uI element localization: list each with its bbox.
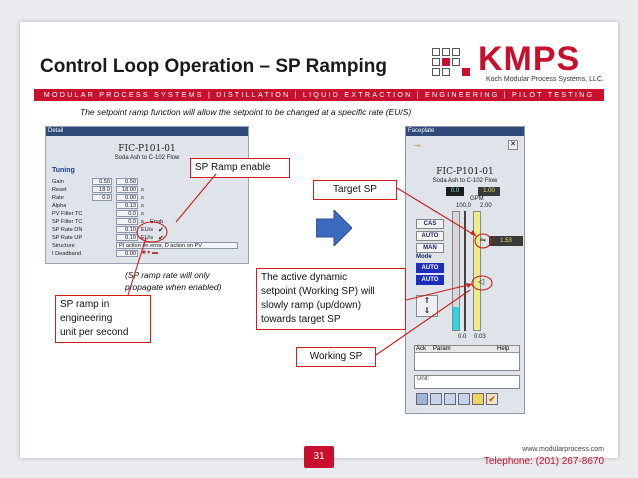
slide-title: Control Loop Operation – SP Ramping: [40, 56, 387, 77]
target-sp-marker-icon[interactable]: ⇋: [480, 237, 486, 244]
alarm-table[interactable]: [414, 345, 520, 371]
mode-auto-button[interactable]: AUTO: [416, 231, 444, 241]
pin-icon[interactable]: ⊸: [414, 141, 421, 150]
alarm-icon[interactable]: [444, 393, 456, 405]
callout-dynamic-setpoint: [256, 268, 406, 330]
sprate-up-enable-checkbox[interactable]: ✔: [158, 235, 164, 242]
logo-subtext: Koch Modular Process Systems, LLC.: [486, 76, 604, 83]
faceplate-window-title: Faceplate: [406, 127, 524, 136]
slide-subtitle: The setpoint ramp function will allow the setpoint to be changed at a specific rate (EU/S): [80, 107, 412, 117]
ramp-note: [125, 269, 221, 293]
param-reset-v1[interactable]: 18.0: [92, 186, 112, 193]
callout-working-sp: Working SP: [296, 347, 376, 367]
logo-text: KMPS: [478, 40, 581, 78]
param-reset-label: Reset: [52, 187, 67, 193]
banner: MODULAR PROCESS SYSTEMS | DISTILLATION | LIQUID EXTRACTION | ENGINEERING | PILOT TESTING: [34, 89, 604, 101]
param-pvfilter-v2[interactable]: 0.0: [116, 210, 138, 217]
faceplate-tag: FIC-P101-01: [436, 167, 494, 177]
tuning-heading: Tuning: [52, 167, 75, 174]
param-rate-v1[interactable]: 0.0: [92, 194, 112, 201]
param-rate-unit: s: [141, 195, 144, 201]
trend-icon[interactable]: [416, 393, 428, 405]
deadband-icons: ■ ▾ ▬: [142, 250, 158, 256]
faceplate-window: [405, 126, 525, 414]
param-ideadband-v2[interactable]: 0.00: [116, 250, 138, 257]
mode-target: AUTO: [416, 275, 444, 285]
detail-window: [45, 126, 249, 264]
mode-label: Mode: [416, 254, 432, 260]
param-rate-v2[interactable]: 0.00: [116, 194, 138, 201]
kmps-logo-grid-icon: [432, 48, 476, 84]
param-sprate-up-label: SP Rate UP: [52, 235, 83, 241]
diag-icon[interactable]: [458, 393, 470, 405]
sprate-dn-enable-checkbox[interactable]: ✔: [158, 227, 164, 234]
col-param[interactable]: Param: [433, 346, 451, 352]
mode-actual: AUTO: [416, 263, 444, 273]
ramp-note-line1: (SP ramp rate will only: [125, 270, 210, 280]
param-gain-label: Gain: [52, 179, 64, 185]
stepper-icon[interactable]: ⇑ ⇓: [416, 295, 438, 317]
check-icon[interactable]: ✔: [486, 393, 498, 405]
callout-target-sp: Target SP: [313, 180, 397, 200]
detail-description: Soda Ash to C-102 Flow: [114, 155, 180, 161]
param-sprate-dn-label: SP Rate DN: [52, 227, 83, 233]
enable-label: Enab: [150, 219, 164, 225]
note-icon[interactable]: [472, 393, 484, 405]
detail-icon[interactable]: [430, 393, 442, 405]
param-alpha-label: Alpha: [52, 203, 67, 209]
param-pvfilter-unit: s: [141, 211, 144, 217]
param-reset-unit: s: [141, 187, 144, 193]
callout-dynamic-setpoint-line4: towards target SP: [261, 314, 341, 325]
close-icon[interactable]: ✕: [508, 140, 518, 150]
target-sp-value[interactable]: 1.53: [489, 236, 523, 246]
range-lo-label: 2.00: [480, 203, 492, 209]
callout-sp-ramp-enable: SP Ramp enable: [190, 158, 290, 178]
param-spfilter-v2[interactable]: 0.0: [116, 218, 138, 225]
sp-display[interactable]: 1.00: [478, 187, 500, 196]
param-spfilter-unit: s: [141, 219, 144, 225]
param-ideadband-label: I Deadband: [52, 251, 81, 257]
param-alpha-v2[interactable]: 0.13: [116, 202, 138, 209]
callout-dynamic-setpoint-line3: slowly ramp (up/down): [261, 300, 362, 311]
callout-dynamic-setpoint-line1: The active dynamic: [261, 272, 348, 283]
sp-bar: [473, 211, 481, 331]
param-reset-v2[interactable]: 18.00: [116, 186, 138, 193]
unit-field[interactable]: Unit:: [414, 375, 520, 389]
param-sprate-up-unit: EU/s: [141, 235, 154, 241]
detail-tag: FIC-P101-01: [118, 144, 176, 154]
working-sp-marker-icon: ◁: [478, 277, 485, 286]
page-number: 31: [304, 446, 334, 468]
param-alpha-unit: s: [141, 203, 144, 209]
callout-sp-ramp-units-line3: unit per second: [60, 327, 129, 338]
bottom-left-value: 0.0: [458, 334, 467, 340]
param-pvfilter-label: PV Filter TC: [52, 211, 83, 217]
param-structure-select[interactable]: PI action on error, D action on PV: [116, 242, 238, 249]
param-sprate-dn-v2[interactable]: 0.10: [116, 226, 138, 233]
units-label: GPM: [470, 196, 484, 202]
mode-man-button[interactable]: MAN: [416, 243, 444, 253]
pv-display: 0.0: [446, 187, 464, 196]
param-gain-v2[interactable]: 0.50: [116, 178, 138, 185]
callout-sp-ramp-units: [55, 295, 151, 343]
col-help[interactable]: Help: [497, 346, 510, 352]
param-sprate-up-v2[interactable]: 0.10: [116, 234, 138, 241]
phone: Telephone: (201) 267-8670: [483, 456, 604, 467]
col-ack[interactable]: Ack: [416, 346, 427, 352]
param-gain-v1[interactable]: 0.50: [92, 178, 112, 185]
param-structure-label: Structure: [52, 243, 75, 249]
callout-sp-ramp-units-line1: SP ramp in: [60, 299, 110, 310]
param-rate-label: Rate: [52, 195, 64, 201]
faceplate-description: Soda Ash to C-102 Flow: [432, 178, 498, 184]
ramp-note-line2: propagate when enabled): [125, 282, 222, 292]
detail-window-title: Detail: [46, 127, 248, 136]
pv-bar-fill: [453, 307, 459, 330]
param-sprate-dn-unit: EU/s: [141, 227, 154, 233]
mode-cas-button[interactable]: CAS: [416, 219, 444, 229]
callout-sp-ramp-units-line2: engineering: [60, 313, 113, 324]
faceplate-toolbar: [416, 393, 498, 405]
range-hi-label: 100.0: [456, 203, 472, 209]
output-bar: [464, 211, 466, 331]
website[interactable]: www.modularprocess.com: [522, 446, 604, 453]
right-arrow-icon: [316, 210, 352, 246]
param-spfilter-label: SP Filter TC: [52, 219, 83, 225]
callout-dynamic-setpoint-line2: setpoint (Working SP) will: [261, 286, 375, 297]
bottom-right-value: 0.03: [474, 334, 486, 340]
